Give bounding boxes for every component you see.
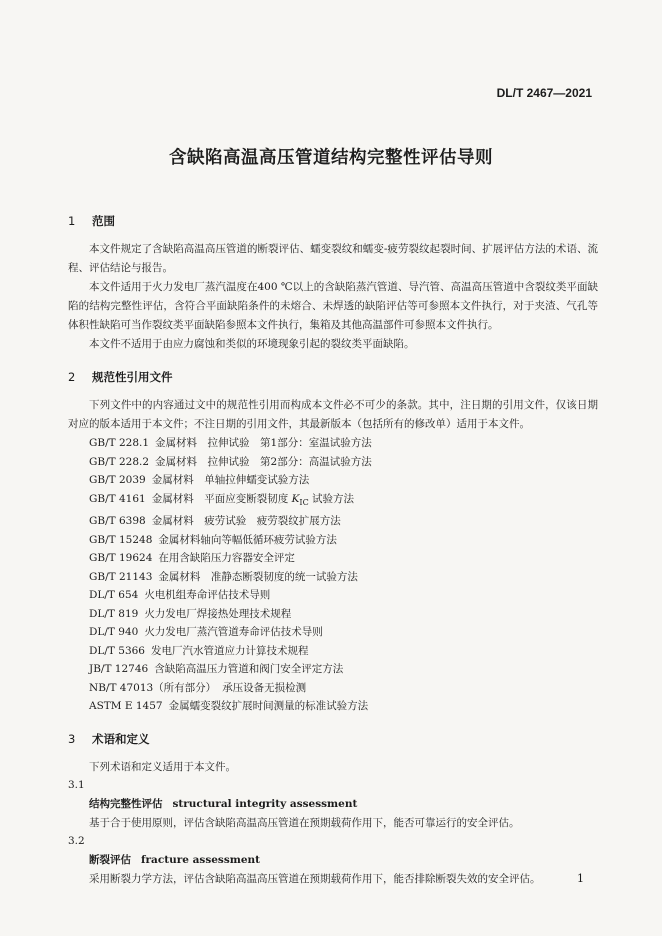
- reference-code: GB/T 15248: [89, 533, 153, 546]
- reference-item: [68, 679, 598, 698]
- reference-code: DL/T 5366: [89, 644, 145, 657]
- reference-item: [68, 586, 598, 605]
- section-scope-heading: [68, 212, 598, 230]
- reference-title: 金属材料 单轴拉伸蠕变试验方法: [151, 474, 310, 486]
- reference-title: 含缺陷高温压力管道和阀门安全评定方法: [154, 663, 344, 676]
- kic-symbol: K: [291, 492, 300, 505]
- standard-code: DL/T 2467—2021: [496, 86, 592, 100]
- reference-title: 在用含缺陷压力容器安全评定: [158, 552, 295, 565]
- reference-list: [68, 434, 598, 716]
- reference-item: [68, 549, 598, 568]
- reference-code: GB/T 4161: [89, 492, 146, 505]
- reference-code: DL/T 654: [89, 589, 139, 602]
- reference-code: ASTM E 1457: [89, 700, 163, 713]
- reference-item: [68, 434, 598, 453]
- term-chinese: 断裂评估: [89, 853, 131, 866]
- reference-title: 金属材料 准静态断裂韧度的统一试验方法: [158, 570, 358, 583]
- reference-item: [68, 605, 598, 624]
- reference-title: 承压设备无损检测: [222, 681, 307, 694]
- reference-item: [68, 642, 598, 661]
- term-heading: [68, 794, 598, 814]
- terms-intro: 下列术语和定义适用于本文件。: [89, 760, 236, 773]
- term-number: 3.1: [68, 778, 85, 791]
- reference-title: 金属材料 疲劳试验 疲劳裂纹扩展方法: [151, 515, 341, 528]
- term-english: structural integrity assessment: [172, 797, 358, 810]
- reference-title: 金属材料 平面应变断裂韧度: [151, 492, 289, 505]
- reference-code: NB/T 47013（所有部分）: [89, 681, 217, 694]
- term-definition: 基于合于使用原则，评估含缺陷高温高压管道在预期载荷作用下，能否可靠运行的安全评估。: [89, 816, 520, 829]
- reference-code: DL/T 819: [89, 607, 139, 620]
- reference-item: [68, 512, 598, 531]
- section-title: 术语和定义: [92, 731, 150, 746]
- reference-item: [68, 490, 598, 513]
- scope-paragraph: 本文件适用于火力发电厂蒸汽温度在400 ℃以上的含缺陷蒸汽管道、导汽管、高温高压管道中含裂纹类平面缺陷的结构完整性评估，含符合平面缺陷条件的未熔合、未焊透的缺陷评估等可参照本文件执行，对于夹渣、气孔等体积性缺陷可当作裂纹类平面缺陷参照本文件执行，集箱及其他高温部件可参照本文件执行。: [68, 281, 598, 331]
- reference-title-suffix: 试验方法: [312, 492, 355, 505]
- section-title: 规范性引用文件: [92, 370, 173, 384]
- scope-paragraph: 本文件规定了含缺陷高温高压管道的断裂评估、蠕变裂纹和蠕变-疲劳裂纹起裂时间、扩展评估方法的术语、流程、评估结论与报告。: [68, 243, 598, 274]
- reference-code: GB/T 21143: [89, 570, 153, 583]
- reference-code: GB/T 6398: [89, 515, 146, 528]
- section-normative-heading: [68, 368, 598, 386]
- section-number: 3: [68, 731, 76, 746]
- document-body: [68, 212, 598, 889]
- normative-intro: 下列文件中的内容通过文中的规范性引用而构成本文件必不可少的条款。其中，注日期的引用文件，仅该日期对应的版本适用于本文件；不注日期的引用文件，其最新版本（包括所有的修改单）适用于本文件。: [68, 399, 598, 430]
- section-number: 2: [68, 370, 76, 384]
- term-chinese: 结构完整性评估: [89, 797, 163, 810]
- reference-title: 金属材料 拉伸试验 第1部分：室温试验方法: [155, 437, 372, 449]
- term-definition: 采用断裂力学方法，评估含缺陷高温高压管道在预期载荷作用下，能否排除断裂失效的安全评估。: [89, 872, 541, 885]
- reference-item: [68, 531, 598, 550]
- reference-item: [68, 697, 598, 716]
- reference-code: DL/T 940: [89, 626, 139, 639]
- reference-item: [68, 471, 598, 490]
- term-heading: [68, 850, 598, 870]
- reference-item: [68, 660, 598, 679]
- term-number: 3.2: [68, 834, 85, 847]
- reference-title: 金属蠕变裂纹扩展时间测量的标准试验方法: [168, 700, 369, 713]
- reference-code: GB/T 228.2: [89, 455, 150, 468]
- scope-paragraph: 本文件不适用于由应力腐蚀和类似的环境现象引起的裂纹类平面缺陷。: [89, 338, 415, 350]
- kic-subscript: IC: [299, 497, 309, 507]
- section-terms-heading: [68, 730, 598, 748]
- page-number: 1: [577, 872, 584, 885]
- reference-item: [68, 623, 598, 642]
- reference-code: GB/T 2039: [89, 474, 146, 486]
- section-title: 范围: [92, 214, 116, 228]
- reference-code: GB/T 19624: [89, 552, 153, 565]
- reference-title: 金属材料轴向等幅低循环疲劳试验方法: [158, 533, 337, 546]
- reference-title: 发电厂汽水管道应力计算技术规程: [151, 644, 309, 657]
- reference-title: 金属材料 拉伸试验 第2部分：高温试验方法: [155, 455, 372, 468]
- reference-item: [68, 453, 598, 472]
- reference-title: 火电机组寿命评估技术导则: [144, 589, 271, 602]
- reference-code: JB/T 12746: [89, 663, 149, 676]
- section-number: 1: [68, 214, 76, 228]
- document-title: 含缺陷高温高压管道结构完整性评估导则: [169, 148, 493, 168]
- reference-item: [68, 568, 598, 587]
- reference-code: GB/T 228.1: [89, 437, 150, 449]
- reference-title: 火力发电厂焊接热处理技术规程: [144, 607, 292, 620]
- reference-title: 火力发电厂蒸汽管道寿命评估技术导则: [144, 626, 323, 639]
- term-english: fracture assessment: [141, 853, 261, 866]
